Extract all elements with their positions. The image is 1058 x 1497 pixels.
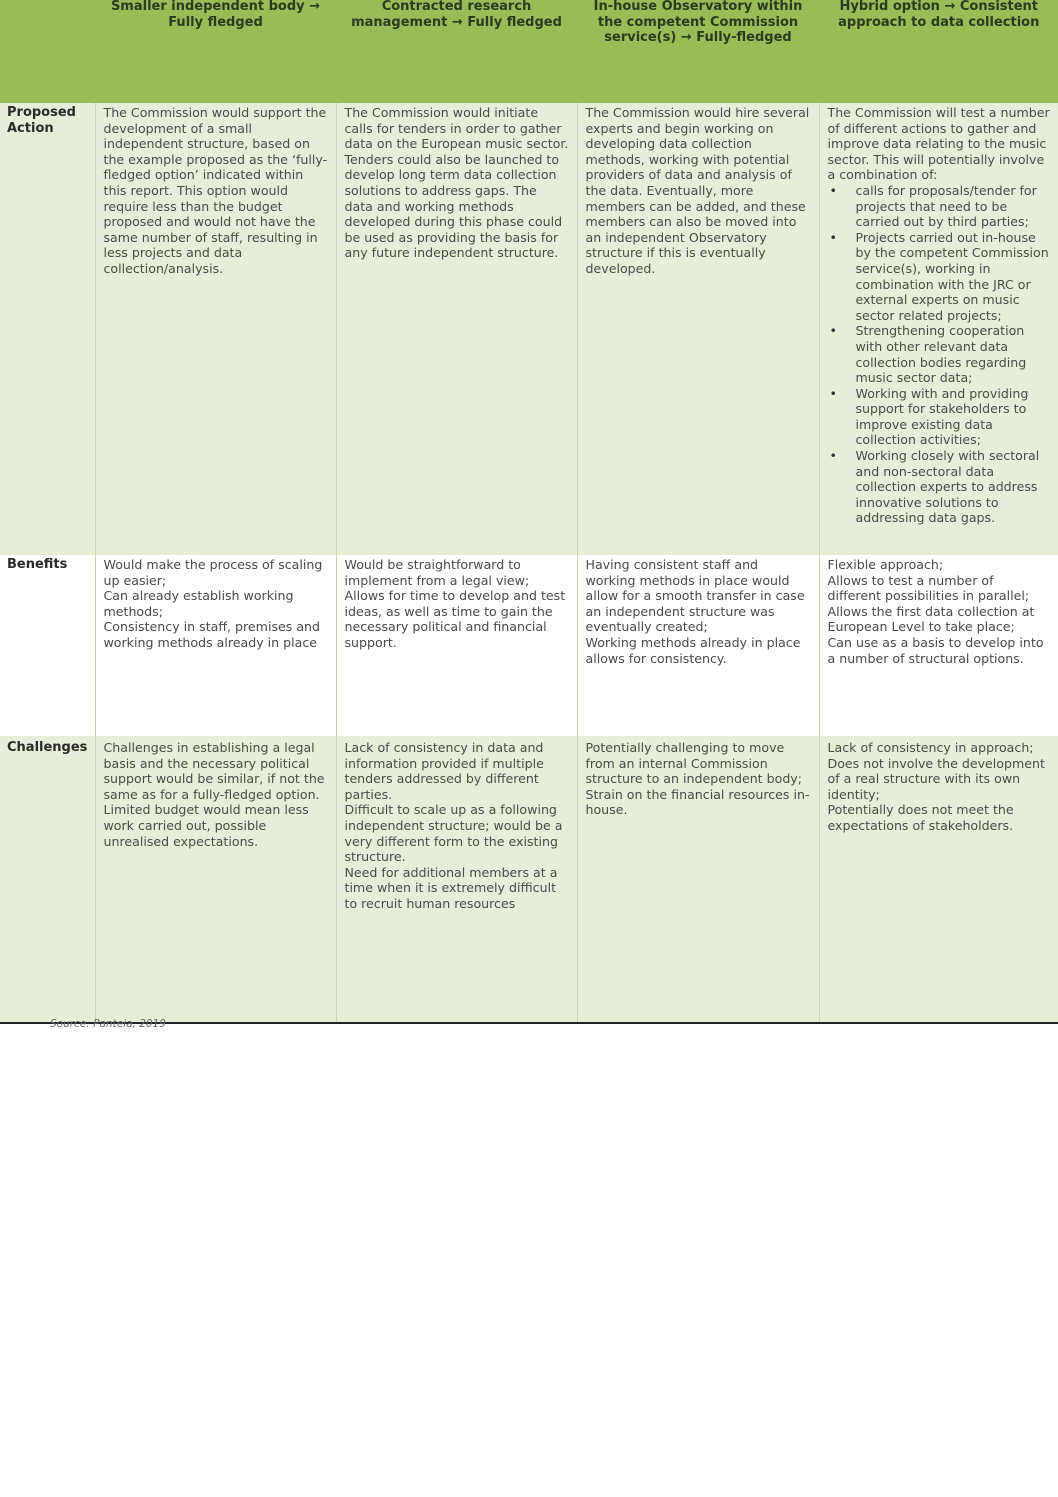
hybrid-bullet-list — [828, 183, 1051, 526]
text-line: Having consistent staff and working methods in place would allow for a smooth transfer in case an independent structure was eventually created; — [585, 557, 805, 635]
cell-benefits-in-house — [577, 555, 819, 736]
text-line: Would be straightforward to implement from a legal view; — [344, 557, 530, 588]
cell-benefits-smaller-body — [95, 555, 336, 736]
text-line: Allows the first data collection at European Level to take place; — [827, 603, 1035, 635]
text-line: Can already establish working methods; — [103, 588, 294, 619]
text-line: Lack of consistency in data and information provided if multiple tenders addressed by different parties. — [344, 740, 544, 802]
header-hybrid-option: Hybrid option → Consistent approach to data collection — [819, 0, 1058, 103]
header-empty-cell — [0, 0, 95, 103]
text-line: Need for additional members at a time when it is extremely difficult to recruit human resources — [344, 864, 558, 911]
row-label-proposed-action: Proposed Action — [0, 103, 95, 555]
text-line: Flexible approach; — [827, 557, 944, 572]
text-line: Consistency in staff, premises and working methods already in place — [103, 619, 321, 650]
table-header-row — [0, 0, 1058, 103]
text-line: Allows to test a number of different possibilities in parallel; — [827, 572, 1030, 604]
row-proposed-action — [0, 103, 1058, 555]
text-line: Strain on the financial resources in-house. — [585, 786, 810, 818]
cell-action-smaller-body: The Commission would support the development of a small independent structure, based on the example proposed as the ‘fully-fledged option’ indicated within this report. This option would require less than the budget proposed and would not have the same number of staff, resulting in less projects and data collection/analysis. — [95, 103, 336, 555]
row-benefits — [0, 555, 1058, 736]
text-line: Would make the process of scaling up easier; — [103, 557, 323, 588]
cell-benefits-hybrid — [819, 555, 1058, 736]
row-challenges — [0, 736, 1058, 1023]
text-line: Lack of consistency in approach; — [827, 740, 1034, 755]
cell-action-contracted: The Commission would initiate calls for tenders in order to gather data on the European music sector. Tenders could also be launched to develop long term data collection solutions to address gaps. The data and working methods developed during this phase could be used as providing the basis for any future independent structure. — [336, 103, 577, 555]
text-line: Potentially does not meet the expectations of stakeholders. — [827, 802, 1014, 833]
list-item: • calls for proposals/tender for projects that need to be carried out by third parties; — [828, 183, 1051, 230]
text-line: Challenges in establishing a legal basis and the necessary political support would be similar, if not the same as for a fully-fledged option. — [103, 740, 325, 802]
text-line: Allows for time to develop and test ideas, as well as time to gain the necessary political and financial support. — [344, 588, 566, 650]
header-contracted-research: Contracted research management → Fully fledged — [336, 0, 577, 103]
cell-action-in-house: The Commission would hire several experts and begin working on developing data collection methods, working with potential providers of data and analysis of the data. Eventually, more members can be added, and these members can also be moved into an independent Observatory structure if this is eventually developed. — [577, 103, 819, 555]
cell-challenges-in-house — [577, 736, 819, 1023]
header-smaller-independent-body: Smaller independent body → Fully fledged — [95, 0, 336, 103]
text-line: Does not involve the development of a real structure with its own identity; — [827, 755, 1045, 802]
row-label-challenges: Challenges — [0, 736, 95, 1023]
source-caption: Source: Panteia, 2019 — [50, 1018, 166, 1030]
text-line: Can use as a basis to develop into a number of structural options. — [827, 634, 1044, 666]
header-in-house-observatory: In-house Observatory within the competent Commission service(s) → Fully-fledged — [577, 0, 819, 103]
list-item: • Working closely with sectoral and non-sectoral data collection experts to address innovative solutions to addressing data gaps. — [828, 448, 1051, 526]
list-item: • Working with and providing support for stakeholders to improve existing data collection activities; — [828, 386, 1051, 448]
text-line: Potentially challenging to move from an internal Commission structure to an independent body; — [585, 740, 803, 787]
cell-benefits-contracted — [336, 555, 577, 736]
list-item: • Strengthening cooperation with other relevant data collection bodies regarding music sector data; — [828, 323, 1051, 385]
text-line: Difficult to scale up as a following independent structure; would be a very different form to the existing structure. — [344, 802, 563, 865]
list-item: • Projects carried out in-house by the competent Commission service(s), working in combination with the JRC or external experts on music sector related projects; — [828, 230, 1051, 324]
row-label-benefits: Benefits — [0, 555, 95, 736]
hybrid-intro-text: The Commission will test a number of different actions to gather and improve data relating to the music sector. This will potentially involve a combination of: — [827, 105, 1050, 183]
cell-challenges-contracted — [336, 736, 577, 1023]
cell-challenges-hybrid — [819, 736, 1058, 1023]
text-line: Working methods already in place allows for consistency. — [585, 634, 801, 666]
text-line: Limited budget would mean less work carried out, possible unrealised expectations. — [103, 802, 309, 849]
cell-action-hybrid — [819, 103, 1058, 555]
cell-challenges-smaller-body — [95, 736, 336, 1023]
